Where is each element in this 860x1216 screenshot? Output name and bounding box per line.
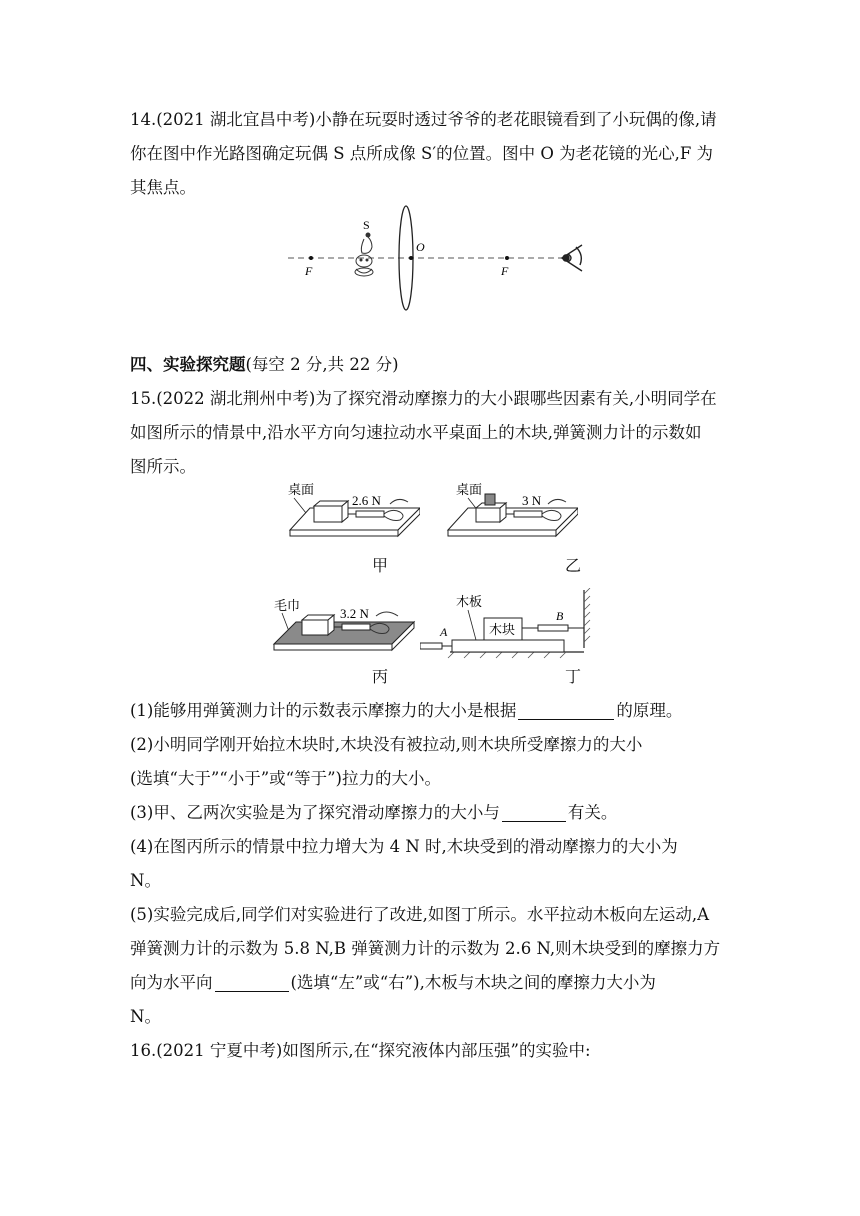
q14-line-1: 14.(2021 湖北宜昌中考)小静在玩耍时透过爷爷的老花眼镜看到了小玩偶的像,请 bbox=[130, 110, 717, 129]
q15-p3-text-a: (3)甲、乙两次实验是为了探究滑动摩擦力的大小与 bbox=[130, 803, 500, 822]
q15-p5-blank[interactable] bbox=[215, 971, 289, 992]
ding-caption: 丁 bbox=[565, 667, 582, 686]
q14-line-2: 你在图中作光路图确定玩偶 S 点所成像 S′的位置。图中 O 为老花镜的光心,F 为 bbox=[130, 144, 714, 163]
q16-line-1: 16.(2021 宁夏中考)如图所示,在“探究液体内部压强”的实验中: bbox=[130, 1041, 591, 1060]
q15-part-1 bbox=[130, 694, 734, 728]
figure-ding bbox=[420, 588, 595, 660]
ding-block-label: 木块 bbox=[489, 622, 516, 637]
ding-board-label: 木板 bbox=[456, 594, 483, 609]
label-f-left: F bbox=[305, 264, 313, 278]
q15-part-4-line-2: N。 bbox=[130, 871, 161, 890]
label-o: O bbox=[416, 240, 425, 254]
question-16 bbox=[130, 1034, 734, 1068]
q15-subquestions bbox=[130, 694, 734, 1034]
figure-bing bbox=[268, 594, 418, 660]
toy-doll-icon bbox=[355, 233, 373, 276]
section-4-note: (每空 2 分,共 22 分) bbox=[245, 355, 399, 374]
q15-part-5-line-3 bbox=[130, 966, 734, 1000]
eye-icon bbox=[562, 245, 582, 271]
yi-surface-label: 桌面 bbox=[456, 482, 483, 497]
q15-p1-text-a: (1)能够用弹簧测力计的示数表示摩擦力的大小是根据 bbox=[130, 701, 517, 720]
q15-part-5-line-2: 弹簧测力计的示数为 5.8 N,B 弹簧测力计的示数为 2.6 N,则木块受到的摩擦力方 bbox=[130, 939, 721, 958]
q15-line-1: 15.(2022 湖北荆州中考)为了探究滑动摩擦力的大小跟哪些因素有关,小明同学在 bbox=[130, 389, 717, 408]
q15-part-3 bbox=[130, 796, 734, 830]
question-14 bbox=[130, 103, 734, 205]
section-4-header bbox=[130, 348, 734, 382]
q15-part-5-line-1: (5)实验完成后,同学们对实验进行了改进,如图丁所示。水平拉动木板向左运动,A bbox=[130, 905, 710, 924]
figure-jia bbox=[280, 478, 420, 546]
q15-line-2: 如图所示的情景中,沿水平方向匀速拉动水平桌面上的木块,弹簧测力计的示数如 bbox=[130, 423, 702, 442]
q15-p5-text-a: 向为水平向 bbox=[130, 973, 213, 992]
jia-surface-label: 桌面 bbox=[288, 482, 315, 497]
q15-line-3: 图所示。 bbox=[130, 457, 196, 476]
question-15 bbox=[130, 382, 734, 484]
ding-label-a: A bbox=[440, 625, 448, 639]
q15-p5-text-b: (选填“左”或“右”),木板与木块之间的摩擦力大小为 bbox=[290, 973, 656, 992]
q15-part-4-line-1: (4)在图丙所示的情景中拉力增大为 4 N 时,木块受到的滑动摩擦力的大小为 bbox=[130, 837, 678, 856]
jia-reading: 2.6 N bbox=[352, 493, 381, 508]
yi-caption: 乙 bbox=[565, 556, 582, 575]
section-4-title: 四、实验探究题 bbox=[130, 355, 246, 374]
q15-part-5-line-4: N。 bbox=[130, 1007, 161, 1026]
q15-p1-text-b: 的原理。 bbox=[616, 701, 683, 720]
bing-caption: 丙 bbox=[372, 667, 389, 686]
q15-p1-blank[interactable] bbox=[518, 699, 614, 720]
jia-caption: 甲 bbox=[372, 556, 389, 575]
label-f-right: F bbox=[501, 264, 509, 278]
q14-line-3: 其焦点。 bbox=[130, 178, 196, 197]
q15-p3-text-b: 有关。 bbox=[567, 803, 618, 822]
label-s: S bbox=[363, 218, 370, 232]
bing-reading: 3.2 N bbox=[340, 606, 369, 621]
q15-part-2-line-1: (2)小明同学刚开始拉木块时,木块没有被拉动,则木块所受摩擦力的大小 bbox=[130, 735, 643, 754]
ding-label-b: B bbox=[556, 609, 564, 623]
q15-part-2-line-2: (选填“大于”“小于”或“等于”)拉力的大小。 bbox=[130, 769, 441, 788]
lens-diagram bbox=[280, 203, 590, 315]
bing-surface-label: 毛巾 bbox=[274, 598, 301, 613]
yi-reading: 3 N bbox=[522, 493, 542, 508]
q15-p3-blank[interactable] bbox=[502, 801, 566, 822]
figure-yi bbox=[438, 478, 578, 546]
